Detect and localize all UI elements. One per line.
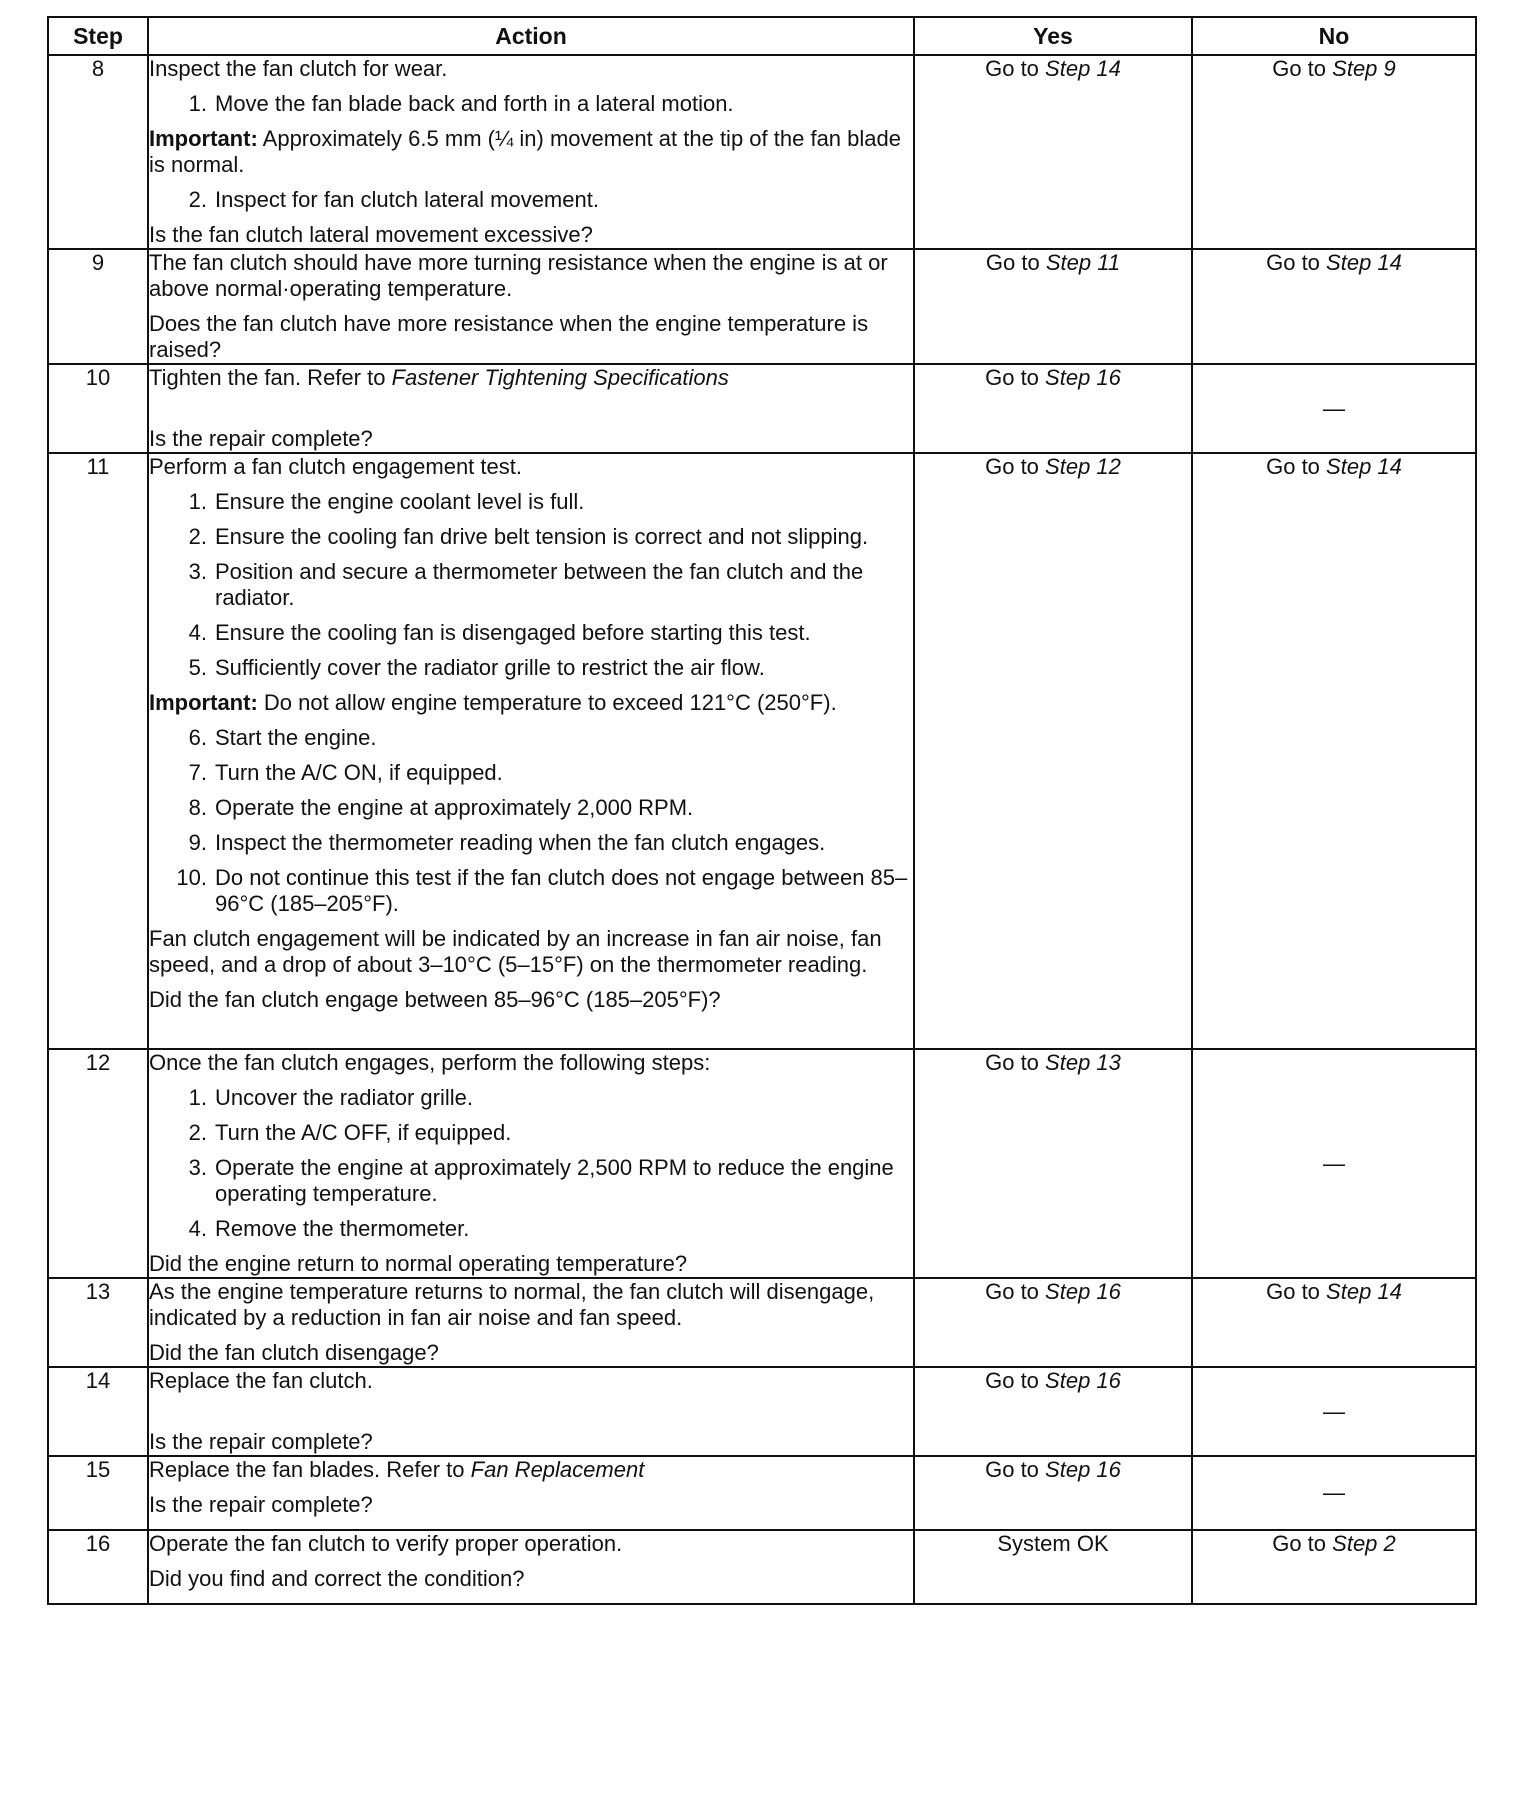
action-question: Is the repair complete? [149,1492,373,1517]
step-row-11 [48,453,1476,1049]
action-text: Tighten the fan. Refer to Fastener Tightening Specifications [149,365,729,390]
step-link[interactable]: Step 12 [1045,454,1121,479]
list-item: 3. Operate the engine at approximately 2,500 RPM to reduce the engine operating temperature. [188,1155,894,1206]
action-question: Did the fan clutch disengage? [149,1340,439,1365]
action-question: Is the fan clutch lateral movement excessive? [149,222,593,247]
step-link[interactable]: Step 14 [1045,56,1121,81]
action-text: Operate the fan clutch to verify proper operation. [149,1531,623,1556]
list-item: 2. Ensure the cooling fan drive belt tension is correct and not slipping. [188,524,869,549]
action-intro: Inspect the fan clutch for wear. [149,56,448,81]
list-item: 5. Sufficiently cover the radiator grille to restrict the air flow. [188,655,765,680]
list-item: 7. Turn the A/C ON, if equipped. [188,760,503,785]
step-number: 13 [48,1278,148,1367]
step-link[interactable]: Step 9 [1332,56,1396,81]
step-number: 9 [48,249,148,364]
yes-cell: Go to Step 16 [914,1278,1192,1367]
step-link[interactable]: Step 16 [1045,365,1121,390]
step-link[interactable]: Step 14 [1326,1279,1402,1304]
action-text: As the engine temperature returns to normal, the fan clutch will disengage, indicated by a reduction in fan air noise and fan speed. [149,1279,875,1330]
step-link[interactable]: Step 14 [1326,454,1402,479]
action-question: Did the fan clutch engage between 85–96°C (185–205°F)? [149,987,721,1012]
list-item: 1. Uncover the radiator grille. [188,1085,474,1110]
important-note: Important: Approximately 6.5 mm (¼ in) movement at the tip of the fan blade is normal. [149,126,901,177]
no-cell: Go to Step 14 [1192,1278,1476,1367]
list-item: 6. Start the engine. [188,725,377,750]
step-row-10 [48,364,1476,453]
action-cell [148,1456,914,1530]
action-question: Is the repair complete? [149,1429,373,1454]
yes-cell: Go to Step 12 [914,453,1192,1049]
reference-link[interactable]: Fan Replacement [470,1457,645,1482]
no-cell: Go to Step 9 [1192,55,1476,249]
step-row-15 [48,1456,1476,1530]
yes-cell: Go to Step 16 [914,1456,1192,1530]
no-cell: Go to Step 14 [1192,249,1476,364]
yes-cell: Go to Step 11 [914,249,1192,364]
action-cell [148,1530,914,1604]
yes-cell: Go to Step 14 [914,55,1192,249]
step-link[interactable]: Step 16 [1045,1279,1121,1304]
action-question: Did the engine return to normal operating temperature? [149,1251,688,1276]
list-item: 4. Remove the thermometer. [188,1216,470,1241]
list-item: 3. Position and secure a thermometer between the fan clutch and the radiator. [188,559,864,610]
step-row-16 [48,1530,1476,1604]
list-item: 9. Inspect the thermometer reading when the fan clutch engages. [188,830,826,855]
action-intro: Once the fan clutch engages, perform the following steps: [149,1050,711,1075]
no-cell: Go to Step 14 [1192,453,1476,1049]
yes-cell: Go to Step 13 [914,1049,1192,1278]
step-row-8 [48,55,1476,249]
action-cell [148,1278,914,1367]
step-number: 10 [48,364,148,453]
step-number: 12 [48,1049,148,1278]
no-cell: — [1192,1049,1476,1278]
action-question: Does the fan clutch have more resistance when the engine temperature is raised? [149,311,869,362]
list-item: 10. Do not continue this test if the fan clutch does not engage between 85–96°C (185–205°F). [176,865,908,916]
action-cell [148,453,914,1049]
step-link[interactable]: Step 16 [1045,1457,1121,1482]
step-row-14 [48,1367,1476,1456]
no-cell: — [1192,1367,1476,1456]
list-item: 2. Turn the A/C OFF, if equipped. [188,1120,512,1145]
step-number: 15 [48,1456,148,1530]
important-note: Important: Do not allow engine temperature to exceed 121°C (250°F). [149,690,837,715]
action-question: Did you find and correct the condition? [149,1566,525,1591]
action-cell [148,364,914,453]
yes-cell: Go to Step 16 [914,364,1192,453]
step-link[interactable]: Step 11 [1045,250,1121,275]
step-link[interactable]: Step 14 [1326,250,1402,275]
step-row-12 [48,1049,1476,1278]
yes-cell: System OK [914,1530,1192,1604]
action-cell [148,1367,914,1456]
no-cell: — [1192,364,1476,453]
action-question: Is the repair complete? [149,426,373,451]
diagnostic-table [47,16,1477,1605]
list-item: 1. Move the fan blade back and forth in a lateral motion. [188,91,734,116]
action-note: Fan clutch engagement will be indicated by an increase in fan air noise, fan speed, and a drop of about 3–10°C (5–15°F) on the thermometer reading. [149,926,882,977]
step-number: 14 [48,1367,148,1456]
step-number: 16 [48,1530,148,1604]
list-item: 4. Ensure the cooling fan is disengaged before starting this test. [188,620,811,645]
no-header: No [1192,17,1476,55]
step-number: 8 [48,55,148,249]
list-item: 2. Inspect for fan clutch lateral movement. [188,187,599,212]
step-link[interactable]: Step 13 [1045,1050,1121,1075]
action-header: Action [148,17,914,55]
step-row-13 [48,1278,1476,1367]
step-link[interactable]: Step 2 [1332,1531,1396,1556]
list-item: 1. Ensure the engine coolant level is full. [188,489,585,514]
reference-link[interactable]: Fastener Tightening Specifications [391,365,729,390]
action-text: The fan clutch should have more turning resistance when the engine is at or above normal·operating temperature. [149,250,888,301]
no-cell: Go to Step 2 [1192,1530,1476,1604]
step-link[interactable]: Step 16 [1045,1368,1121,1393]
action-cell [148,1049,914,1278]
no-cell: — [1192,1456,1476,1530]
action-text: Replace the fan blades. Refer to Fan Replacement [149,1457,645,1482]
yes-cell: Go to Step 16 [914,1367,1192,1456]
step-row-9 [48,249,1476,364]
step-number: 11 [48,453,148,1049]
action-cell [148,249,914,364]
action-cell [148,55,914,249]
list-item: 8. Operate the engine at approximately 2,000 RPM. [188,795,694,820]
action-text: Replace the fan clutch. [149,1368,373,1393]
header-row [48,17,1476,55]
step-header: Step [48,17,148,55]
yes-header: Yes [914,17,1192,55]
action-intro: Perform a fan clutch engagement test. [149,454,522,479]
